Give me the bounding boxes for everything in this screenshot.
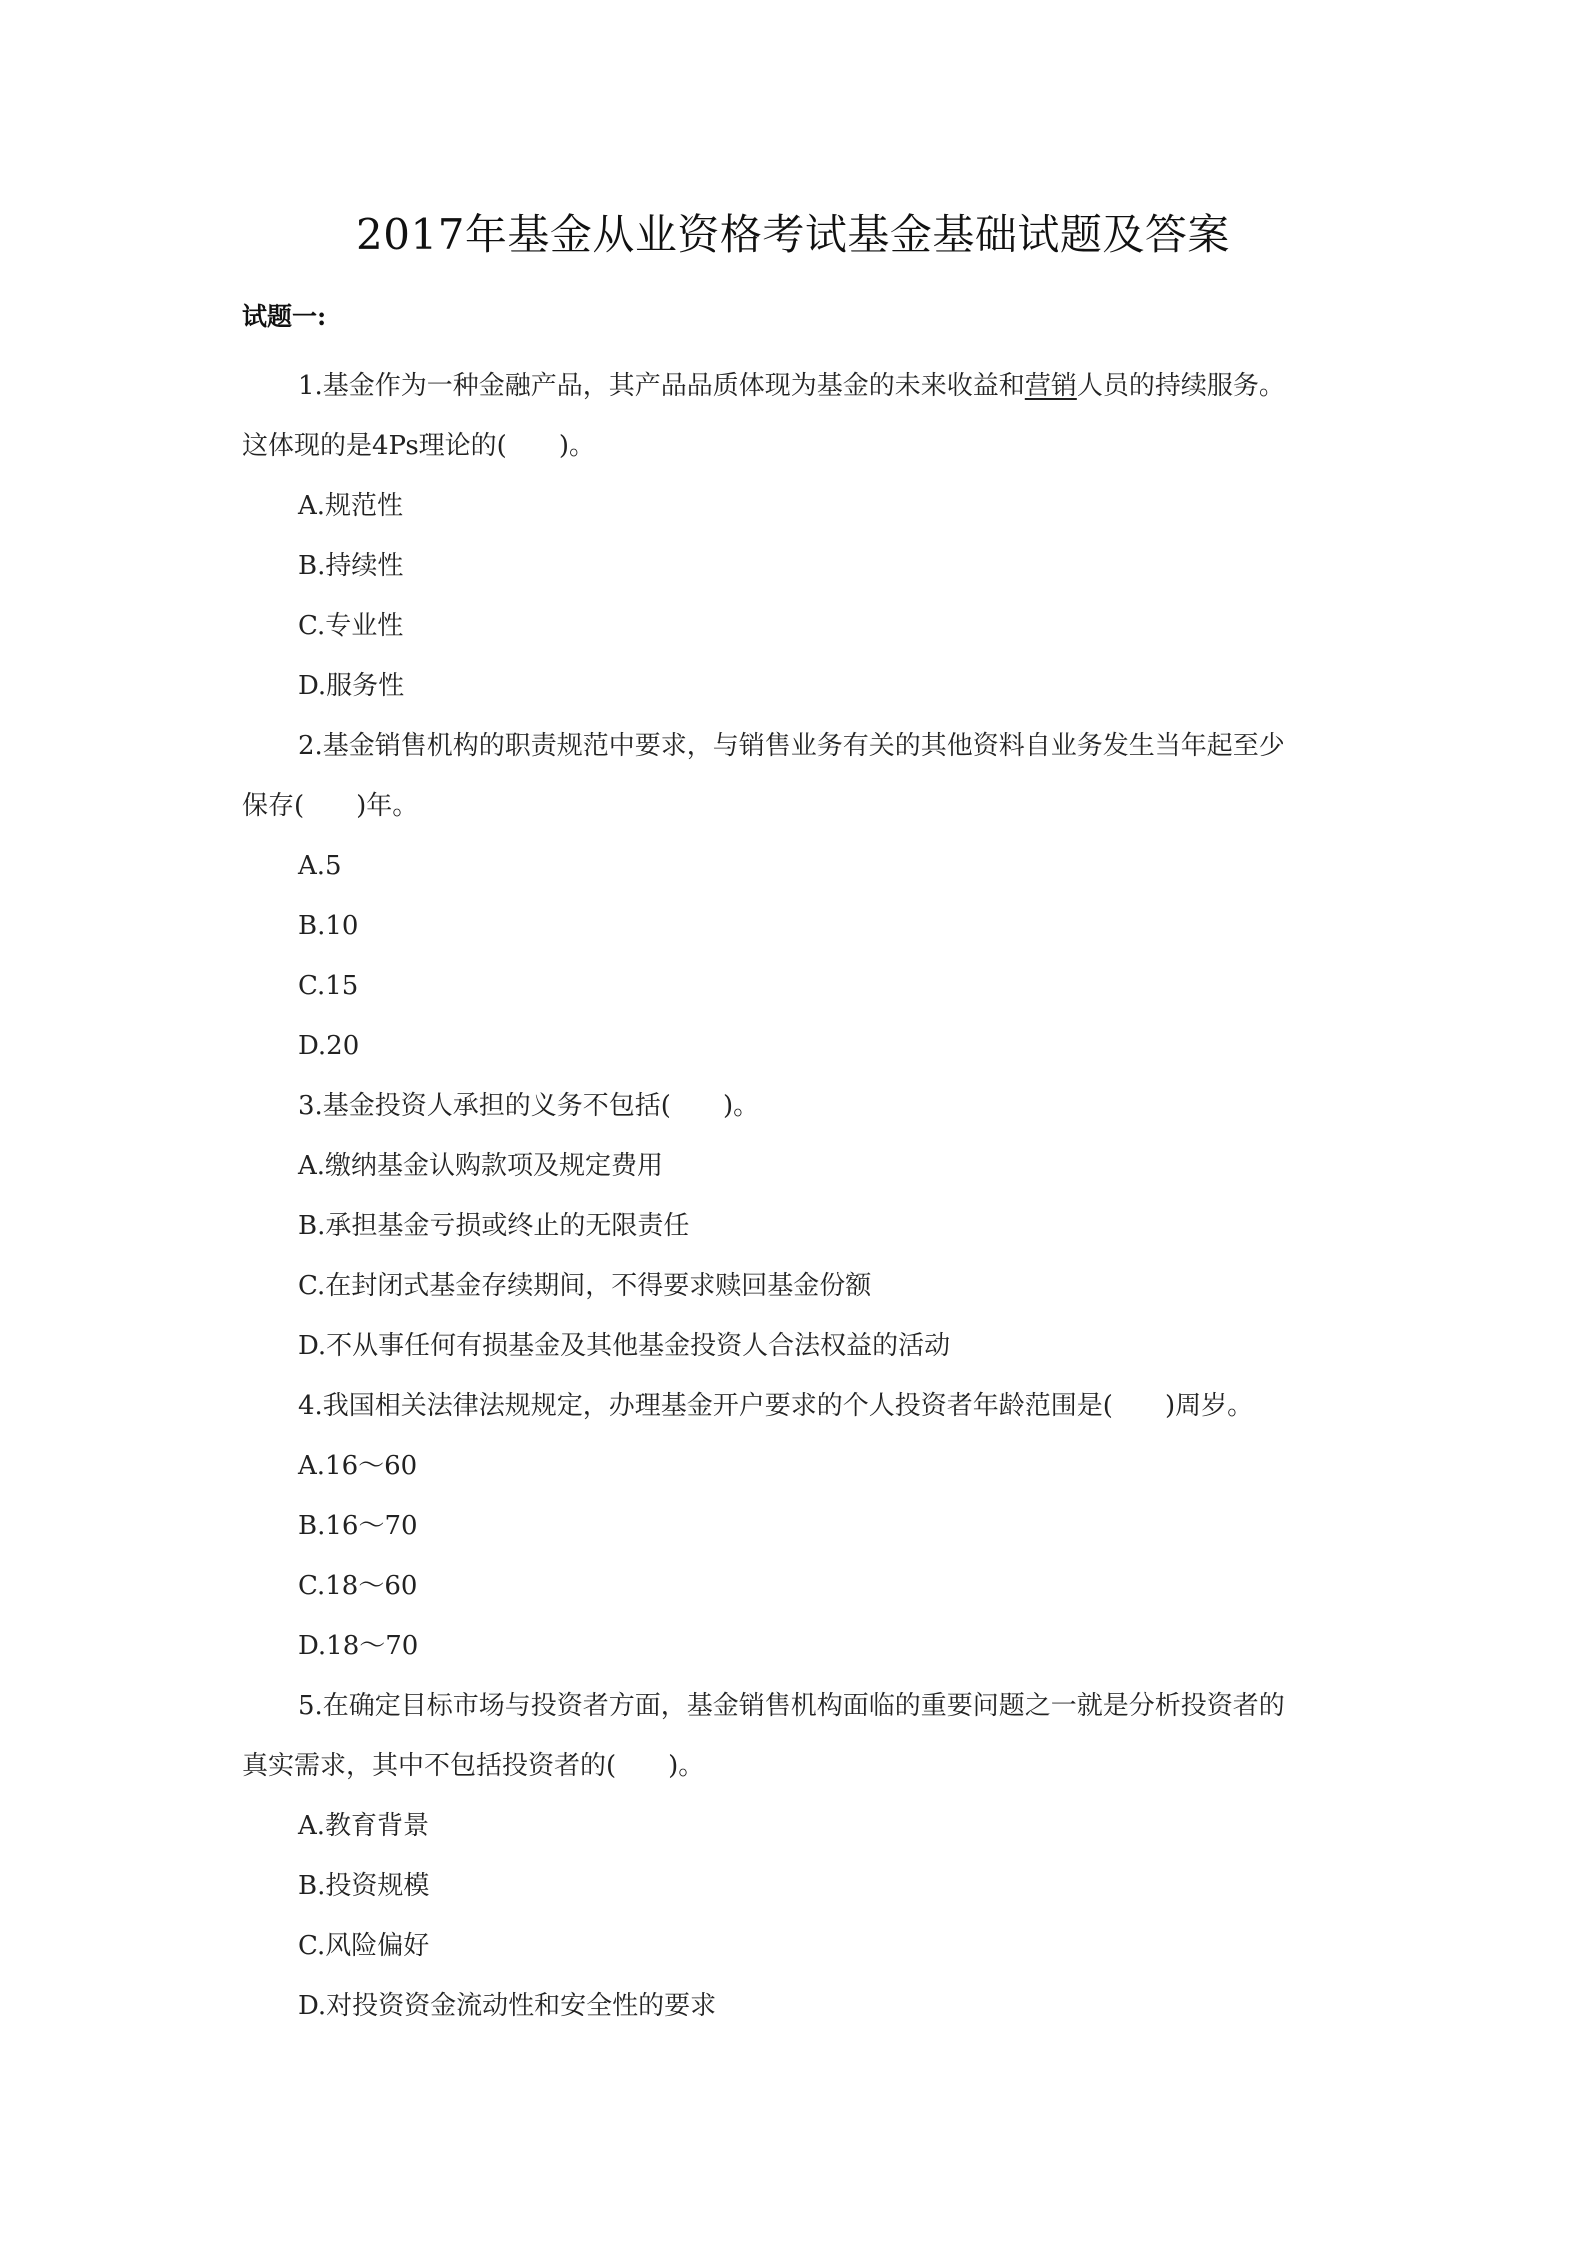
question-1-option-d: D.服务性	[298, 671, 405, 701]
section-label: 试题一:	[242, 302, 327, 331]
question-1-stem-line-2: 这体现的是4Ps理论的( )。	[242, 431, 595, 461]
question-5-option-a: A.教育背景	[298, 1811, 430, 1841]
question-1-option-a: A.规范性	[298, 491, 404, 521]
question-2-option-b: B.10	[298, 911, 359, 941]
question-4-option-d: D.18～70	[298, 1631, 419, 1661]
question-1-option-b: B.持续性	[298, 551, 404, 581]
question-2-option-c: C.15	[298, 971, 359, 1001]
question-5-stem-line-1: 5.在确定目标市场与投资者方面，基金销售机构面临的重要问题之一就是分析投资者的	[298, 1691, 1285, 1721]
underlined-word: 营销	[1024, 371, 1077, 401]
question-5-option-c: C.风险偏好	[298, 1931, 430, 1961]
question-3-option-d: D.不从事任何有损基金及其他基金投资人合法权益的活动	[298, 1331, 951, 1361]
question-3-option-b: B.承担基金亏损或终止的无限责任	[298, 1211, 690, 1241]
question-2-stem-line-2: 保存( )年。	[242, 791, 419, 821]
question-5-option-b: B.投资规模	[298, 1871, 430, 1901]
question-2-stem-line-1: 2.基金销售机构的职责规范中要求，与销售业务有关的其他资料自业务发生当年起至少	[298, 731, 1285, 761]
question-4-option-c: C.18～60	[298, 1571, 418, 1601]
question-4-option-a: A.16～60	[298, 1451, 418, 1481]
question-3-stem-line-1: 3.基金投资人承担的义务不包括( )。	[298, 1091, 760, 1121]
question-list	[242, 356, 1362, 2036]
question-1-option-c: C.专业性	[298, 611, 404, 641]
question-2-option-a: A.5	[298, 851, 342, 881]
question-5-stem-line-2: 真实需求，其中不包括投资者的( )。	[242, 1751, 705, 1781]
question-3-option-c: C.在封闭式基金存续期间，不得要求赎回基金份额	[298, 1271, 872, 1301]
question-4-stem-line-1: 4.我国相关法律法规规定，办理基金开户要求的个人投资者年龄范围是( )周岁。	[298, 1391, 1254, 1421]
question-5-option-d: D.对投资资金流动性和安全性的要求	[298, 1991, 717, 2021]
question-4-option-b: B.16～70	[298, 1511, 418, 1541]
question-1-stem-line-1: 1.基金作为一种金融产品，其产品品质体现为基金的未来收益和营销人员的持续服务。	[298, 371, 1285, 401]
document-title: 2017年基金从业资格考试基金基础试题及答案	[356, 210, 1230, 259]
question-3-option-a: A.缴纳基金认购款项及规定费用	[298, 1151, 664, 1181]
question-2-option-d: D.20	[298, 1031, 360, 1061]
